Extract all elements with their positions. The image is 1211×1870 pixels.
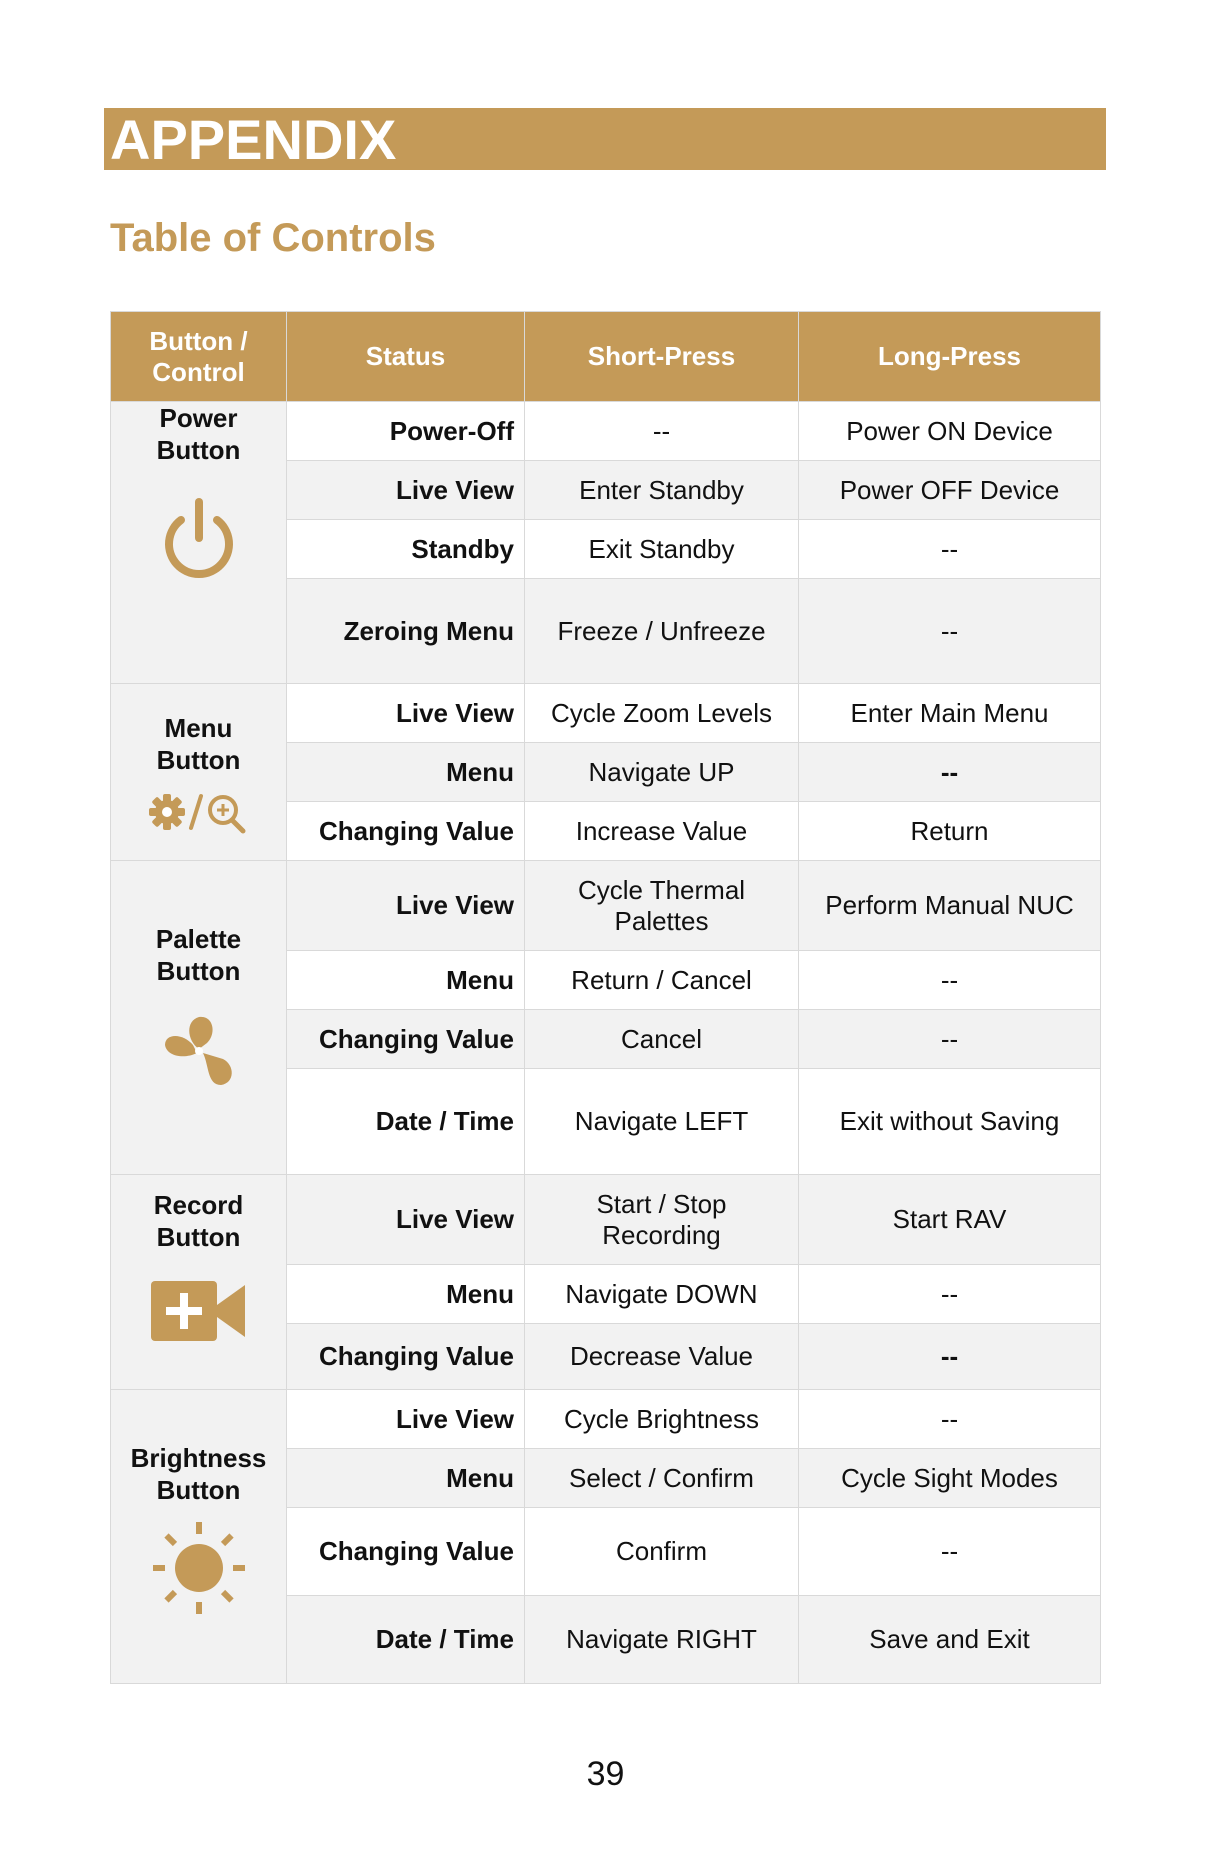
status-cell: Menu	[287, 951, 525, 1010]
short-press-cell: Navigate LEFT	[525, 1069, 799, 1175]
status-cell: Live View	[287, 461, 525, 520]
brightness-button-cell	[111, 1390, 287, 1684]
short-press-cell: Freeze / Unfreeze	[525, 579, 799, 684]
long-press-cell: Enter Main Menu	[799, 684, 1101, 743]
power-icon	[159, 490, 239, 580]
short-press-cell: Exit Standby	[525, 520, 799, 579]
long-press-cell: Return	[799, 802, 1101, 861]
palette-button-cell	[111, 861, 287, 1175]
short-press-cell: Cycle Zoom Levels	[525, 684, 799, 743]
status-cell: Changing Value	[287, 1508, 525, 1596]
status-cell: Live View	[287, 1390, 525, 1449]
power-button-cell	[111, 402, 287, 684]
short-press-cell: Navigate UP	[525, 743, 799, 802]
button-label: Record Button	[153, 1190, 244, 1252]
table-row	[111, 861, 1101, 951]
short-press-cell: Select / Confirm	[525, 1449, 799, 1508]
status-cell: Menu	[287, 743, 525, 802]
status-cell: Zeroing Menu	[287, 579, 525, 684]
short-press-cell: Start / Stop Recording	[525, 1175, 799, 1265]
long-press-cell: --	[799, 743, 1101, 802]
long-press-cell: Exit without Saving	[799, 1069, 1101, 1175]
controls-table	[110, 311, 1101, 1684]
status-cell: Date / Time	[287, 1069, 525, 1175]
status-cell: Menu	[287, 1449, 525, 1508]
short-press-cell: Navigate DOWN	[525, 1265, 799, 1324]
appendix-banner	[104, 108, 1106, 170]
table-header-row	[111, 312, 1101, 402]
short-press-cell: Confirm	[525, 1508, 799, 1596]
section-title: Table of Controls	[110, 216, 436, 260]
long-press-cell: Cycle Sight Modes	[799, 1449, 1101, 1508]
long-press-cell: --	[799, 520, 1101, 579]
gear-zoom-icon	[147, 790, 251, 834]
button-label: Brightness Button	[130, 1443, 267, 1505]
short-press-cell: Decrease Value	[525, 1324, 799, 1390]
table-row	[111, 1390, 1101, 1449]
status-cell: Live View	[287, 1175, 525, 1265]
table-row	[111, 402, 1101, 461]
long-press-cell: --	[799, 1010, 1101, 1069]
palette-icon	[157, 1011, 241, 1091]
status-cell: Power-Off	[287, 402, 525, 461]
status-cell: Changing Value	[287, 1010, 525, 1069]
status-cell: Changing Value	[287, 802, 525, 861]
long-press-cell: --	[799, 1324, 1101, 1390]
record-button-cell	[111, 1175, 287, 1390]
long-press-cell: Save and Exit	[799, 1596, 1101, 1684]
long-press-cell: --	[799, 1390, 1101, 1449]
header-long-press: Long-Press	[799, 312, 1101, 402]
long-press-cell: --	[799, 579, 1101, 684]
button-label: Menu Button	[156, 713, 241, 775]
status-cell: Live View	[287, 684, 525, 743]
sun-icon	[151, 1520, 247, 1616]
status-cell: Date / Time	[287, 1596, 525, 1684]
menu-button-cell	[111, 684, 287, 861]
header-status: Status	[287, 312, 525, 402]
page-number: 39	[586, 1755, 625, 1793]
table-row	[111, 684, 1101, 743]
status-cell: Menu	[287, 1265, 525, 1324]
status-cell: Live View	[287, 861, 525, 951]
short-press-cell: Return / Cancel	[525, 951, 799, 1010]
button-label: Palette Button	[155, 924, 242, 986]
header-short-press: Short-Press	[525, 312, 799, 402]
short-press-cell: Cycle Thermal Palettes	[525, 861, 799, 951]
short-press-cell: Cancel	[525, 1010, 799, 1069]
long-press-cell: Power ON Device	[799, 402, 1101, 461]
short-press-cell: Navigate RIGHT	[525, 1596, 799, 1684]
status-cell: Changing Value	[287, 1324, 525, 1390]
table-row	[111, 1175, 1101, 1265]
short-press-cell: Enter Standby	[525, 461, 799, 520]
short-press-cell: Cycle Brightness	[525, 1390, 799, 1449]
status-cell: Standby	[287, 520, 525, 579]
long-press-cell: Start RAV	[799, 1175, 1101, 1265]
long-press-cell: Perform Manual NUC	[799, 861, 1101, 951]
long-press-cell: Power OFF Device	[799, 461, 1101, 520]
button-label: Power Button	[156, 403, 241, 465]
record-video-icon	[151, 1279, 247, 1343]
short-press-cell: --	[525, 402, 799, 461]
header-control: Button / Control	[111, 312, 287, 402]
page-title: APPENDIX	[110, 108, 397, 171]
long-press-cell: --	[799, 951, 1101, 1010]
short-press-cell: Increase Value	[525, 802, 799, 861]
long-press-cell: --	[799, 1265, 1101, 1324]
long-press-cell: --	[799, 1508, 1101, 1596]
